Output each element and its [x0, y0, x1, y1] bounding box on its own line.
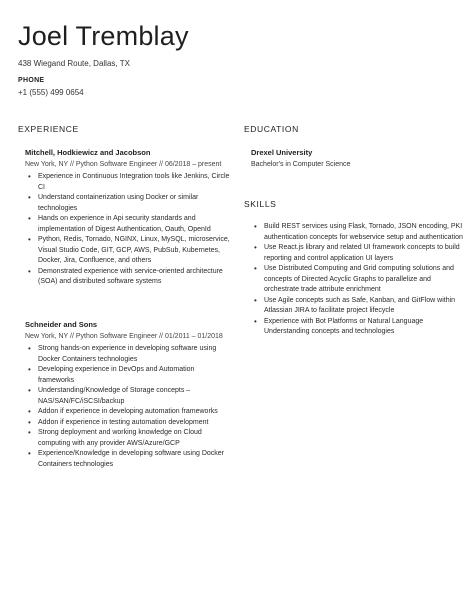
skill-item: • Use Agile concepts such as Safe, Kanban, and GitFlow within Atlassian JIRA to facilitate project lifecycle [251, 296, 463, 317]
job-entry-1 [25, 148, 230, 288]
job-bullets [25, 344, 230, 470]
job-bullets [25, 172, 230, 288]
job-bullet: • Developing experience in DevOps and Automation frameworks [25, 365, 230, 386]
job-bullet: • Hands on experience in Api security standards and implementation of Digest Authentication, Oauth, OpenId [25, 214, 230, 235]
phone-number: +1 (555) 499 0654 [18, 88, 84, 97]
job-bullet: • Strong deployment and working knowledge on Cloud computing with any provider AWS/Azure/GCP [25, 428, 230, 449]
job-meta: New York, NY // Python Software Engineer // 06/2018 – present [25, 161, 222, 168]
experience-heading: EXPERIENCE [18, 124, 79, 134]
education-school: Drexel University [251, 148, 313, 157]
skill-item: • Use React.js library and related UI framework concepts to build reporting and control application UI layers [251, 243, 463, 264]
skill-item: • Experience with Bot Platforms or Natural Language Understanding concepts and technologies [251, 317, 463, 338]
job-bullet: • Understanding/Knowledge of Storage concepts – NAS/SAN/FC/iSCSI/backup [25, 386, 230, 407]
address: 438 Wiegand Route, Dallas, TX [18, 59, 130, 68]
job-company: Mitchell, Hodkiewicz and Jacobson [25, 148, 151, 157]
education-heading: EDUCATION [244, 124, 299, 134]
job-bullet: • Experience in Continuous Integration tools like Jenkins, Circle CI [25, 172, 230, 193]
skill-item: • Use Distributed Computing and Grid computing solutions and concepts of Directed Acyclic Graphs to parallelize and orchestrate trade attribute enrichment [251, 264, 463, 296]
skill-item: • Build REST services using Flask, Tornado, JSON encoding, PKI authentication concepts for webservice setup and authentication [251, 222, 463, 243]
job-bullet: • Addon if experience in testing automation development [25, 418, 230, 429]
phone-label: PHONE [18, 77, 45, 84]
job-bullet: • Strong hands-on experience in developing software using Docker Containers technologies [25, 344, 230, 365]
job-company: Schneider and Sons [25, 320, 98, 329]
job-bullet: • Python, Redis, Tornado, NGINX, Linux, MySQL, microservice, Visual Studio Code, GIT, GCP, AWS, PubSub, Kubernetes, Docker, Jira, Confluence, and others [25, 235, 230, 267]
job-bullet: • Experience/Knowledge in developing software using Docker Containers technologies [25, 449, 230, 470]
job-bullet: • Understand containerization using Docker or similar technologies [25, 193, 230, 214]
job-entry-2 [25, 320, 230, 470]
education-degree: Bachelor's in Computer Science [251, 161, 351, 168]
job-bullet: • Addon if experience in developing automation frameworks [25, 407, 230, 418]
skills-heading: SKILLS [244, 199, 277, 209]
candidate-name: Joel Tremblay [18, 21, 189, 51]
job-meta: New York, NY // Python Software Engineer // 01/2011 – 01/2018 [25, 333, 223, 340]
skills-list [251, 222, 463, 338]
job-bullet: • Demonstrated experience with service-oriented architecture (SOA) and distributed software systems [25, 267, 230, 288]
